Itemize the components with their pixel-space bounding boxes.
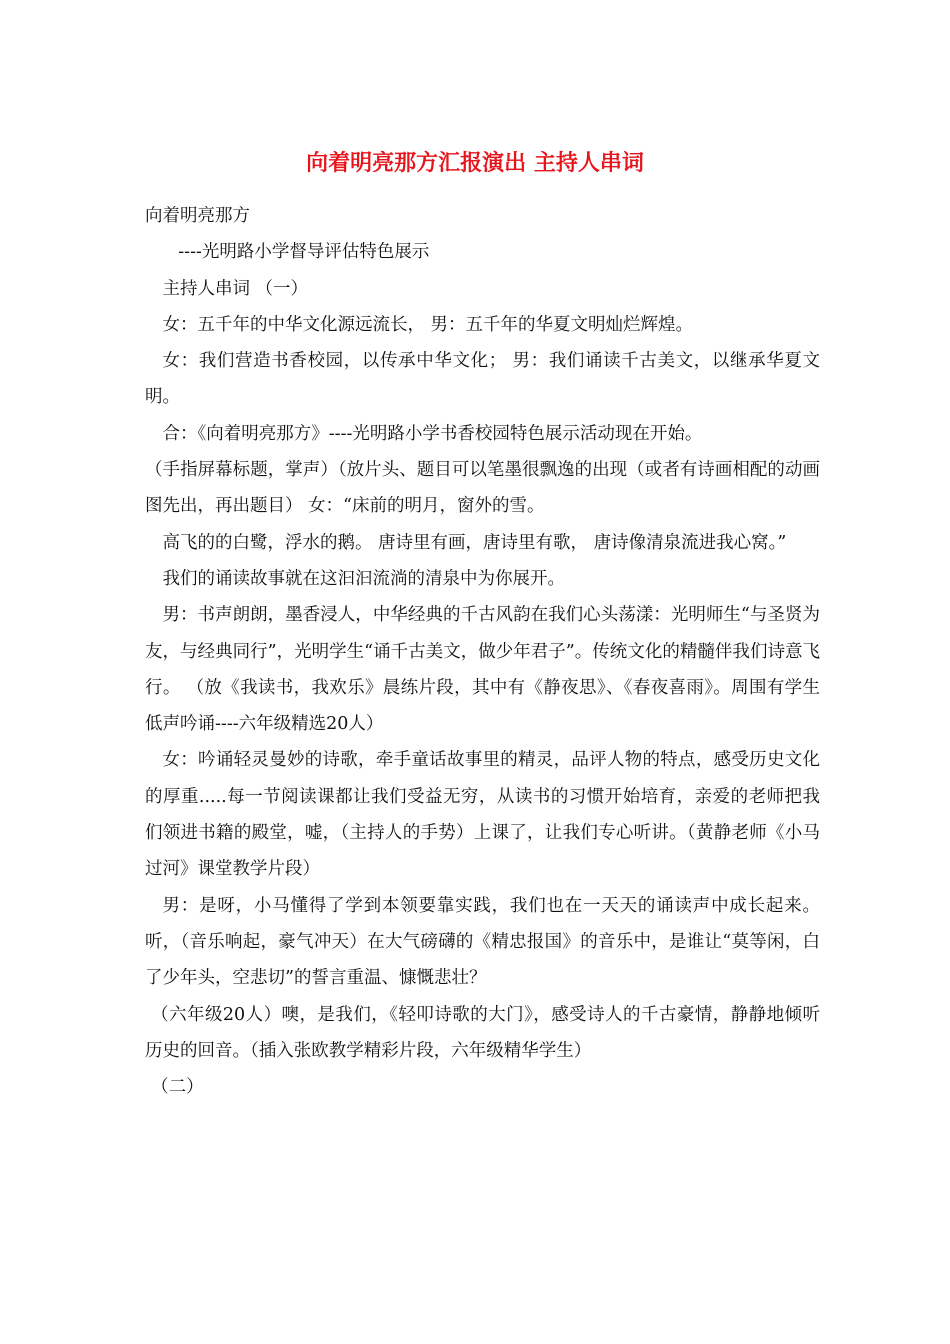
paragraph-8: 高飞的的白鹭，浮水的鹅。 唐诗里有画，唐诗里有歌， 唐诗像清泉流进我心窝。”	[162, 532, 787, 553]
paragraph-2: ----光明路小学督导评估特色展示	[178, 242, 430, 263]
paragraph-11: 女：吟诵轻灵曼妙的诗歌，牵手童话故事里的精灵，品评人物的特点，感受历史文化的厚重.....每一节阅读课都让我们受益无穷，从读书的习惯开始培育，亲爱的老师把我们领进书籍的殿堂，嘘，（主持人的手势）上课了，让我们专心听讲。（黄静老师《小马过河》课堂教学片段）	[145, 750, 820, 880]
paragraph-10: 男：书声朗朗，墨香浸人，中华经典的千古风韵在我们心头荡漾：光明师生“与圣贤为友，与经典同行”，光明学生“诵千古美文，做少年君子”。传统文化的精髓伴我们诗意飞行。 （放《我读书，我欢乐》晨练片段，其中有《静夜思》、《春夜喜雨》。周围有学生低声吟诵----六年级精选20人）	[145, 605, 820, 735]
paragraph-9: 我们的诵读故事就在这汩汩流淌的清泉中为你展开。	[162, 568, 565, 589]
paragraph-7: （手指屏幕标题，掌声）（放片头、题目可以笔墨很飘逸的出现（或者有诗画相配的动画图先出，再出题目） 女：“床前的明月，窗外的雪。	[145, 460, 820, 517]
paragraph-6: 合：《向着明亮那方》----光明路小学书香校园特色展示活动现在开始。	[162, 423, 703, 444]
document-title: 向着明亮那方汇报演出 主持人串词	[306, 150, 644, 176]
paragraph-13: （六年级20人）噢，是我们，《轻叩诗歌的大门》，感受诗人的千古豪情，静静地倾听历史的回音。（插入张欧教学精彩片段，六年级精华学生）	[145, 1004, 820, 1061]
paragraph-5: 女：我们营造书香校园，以传承中华文化； 男：我们诵读千古美文，以继承华夏文明。	[145, 351, 820, 408]
paragraph-14: （二）	[151, 1077, 204, 1098]
paragraph-4: 女：五千年的中华文化源远流长， 男：五千年的华夏文明灿烂辉煌。	[162, 314, 694, 335]
paragraph-1: 向着明亮那方	[145, 206, 250, 226]
document-body	[145, 198, 820, 1105]
paragraph-12: 男：是呀，小马懂得了学到本领要靠实践，我们也在一天天的诵读声中成长起来。听，（音乐响起，豪气冲天）在大气磅礴的《精忠报国》的音乐中，是谁让“莫等闲，白了少年头，空悲切”的誓言重温、慷慨悲壮？	[145, 895, 820, 989]
paragraph-3: 主持人串词 （一）	[162, 278, 309, 299]
